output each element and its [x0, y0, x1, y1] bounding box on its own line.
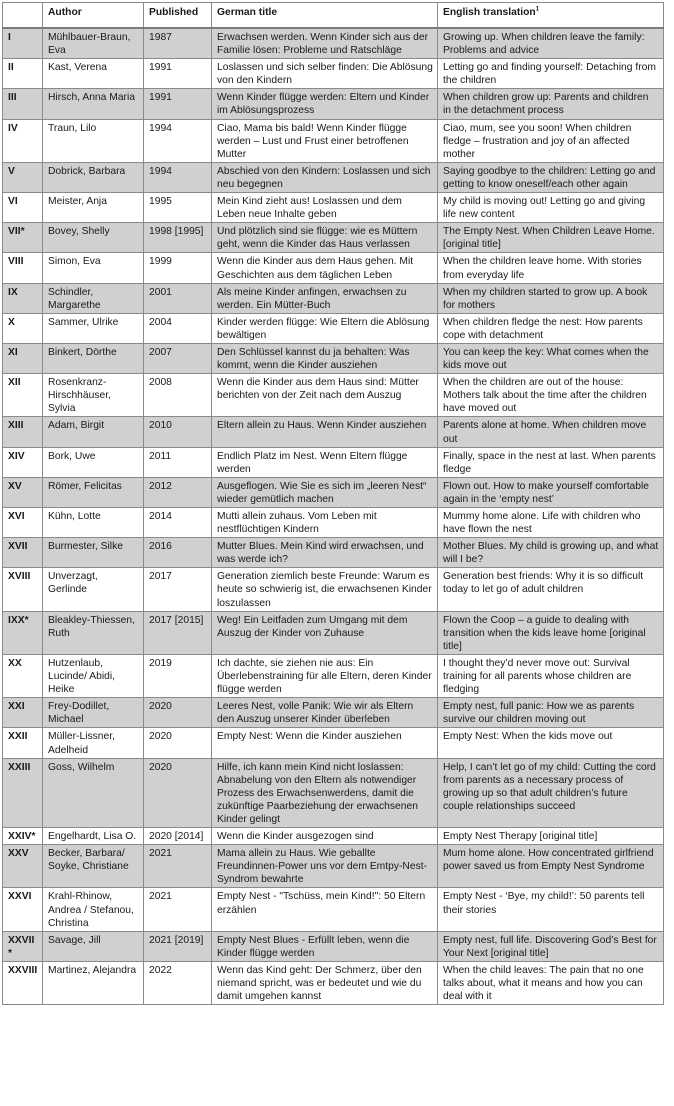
- table-row: [3, 283, 664, 313]
- author-cell: Burmester, Silke: [43, 538, 144, 568]
- book-number: XVI: [3, 508, 43, 538]
- author-cell: Unverzagt, Gerlinde: [43, 568, 144, 611]
- table-header-row: [3, 3, 664, 29]
- published-cell: 1999: [144, 253, 212, 283]
- english-translation-cell: Mummy home alone. Life with children who have flown the nest: [438, 508, 664, 538]
- english-translation-cell: I thought they’d never move out: Survival training for all parents whose children are fledging: [438, 654, 664, 697]
- published-cell: 2022: [144, 961, 212, 1004]
- header-english-label: English translation: [443, 7, 536, 18]
- author-cell: Binkert, Dörthe: [43, 343, 144, 373]
- book-number: XII: [3, 374, 43, 417]
- book-number: XIII: [3, 417, 43, 447]
- english-translation-cell: When my children started to grow up. A book for mothers: [438, 283, 664, 313]
- author-cell: Becker, Barbara/ Soyke, Christiane: [43, 845, 144, 888]
- header-published: Published: [144, 3, 212, 29]
- book-number: XXVI: [3, 888, 43, 931]
- header-author: Author: [43, 3, 144, 29]
- german-title-cell: Wenn die Kinder ausgezogen sind: [212, 828, 438, 845]
- author-cell: Müller-Lissner, Adelheid: [43, 728, 144, 758]
- german-title-cell: Kinder werden flügge: Wie Eltern die Ablösung bewältigen: [212, 313, 438, 343]
- author-cell: Hirsch, Anna Maria: [43, 89, 144, 119]
- published-cell: 2020 [2014]: [144, 828, 212, 845]
- book-number: XIV: [3, 447, 43, 477]
- table-row: [3, 477, 664, 507]
- published-cell: 2017: [144, 568, 212, 611]
- english-translation-cell: Flown the Coop – a guide to dealing with transition when the kids leave home [original title]: [438, 611, 664, 654]
- author-cell: Kühn, Lotte: [43, 508, 144, 538]
- english-translation-cell: You can keep the key: What comes when the kids move out: [438, 343, 664, 373]
- book-number: XXVIII: [3, 961, 43, 1004]
- books-table: [2, 2, 664, 1005]
- book-number: XXV: [3, 845, 43, 888]
- english-translation-cell: Finally, space in the nest at last. When parents fledge: [438, 447, 664, 477]
- published-cell: 2004: [144, 313, 212, 343]
- book-number: V: [3, 162, 43, 192]
- german-title-cell: Leeres Nest, volle Panik: Wie wir als Eltern den Auszug unserer Kinder überleben: [212, 698, 438, 728]
- published-cell: 2019: [144, 654, 212, 697]
- german-title-cell: Als meine Kinder anfingen, erwachsen zu werden. Ein Mütter-Buch: [212, 283, 438, 313]
- book-number: IV: [3, 119, 43, 162]
- table-row: [3, 508, 664, 538]
- english-translation-cell: My child is moving out! Letting go and giving life new content: [438, 193, 664, 223]
- table-row: [3, 343, 664, 373]
- german-title-cell: Den Schlüssel kannst du ja behalten: Was kommt, wenn die Kinder ausziehen: [212, 343, 438, 373]
- author-cell: Rosenkranz-Hirschhäuser, Sylvia: [43, 374, 144, 417]
- german-title-cell: Abschied von den Kindern: Loslassen und sich neu begegnen: [212, 162, 438, 192]
- table-row: [3, 162, 664, 192]
- published-cell: 1987: [144, 28, 212, 59]
- english-translation-cell: Empty nest, full panic: How we as parents survive our children moving out: [438, 698, 664, 728]
- book-number: XX: [3, 654, 43, 697]
- german-title-cell: Endlich Platz im Nest. Wenn Eltern flügge werden: [212, 447, 438, 477]
- german-title-cell: Ciao, Mama bis bald! Wenn Kinder flügge werden – Lust und Frust einer betroffenen Mutter: [212, 119, 438, 162]
- table-row: [3, 698, 664, 728]
- published-cell: 2008: [144, 374, 212, 417]
- author-cell: Adam, Birgit: [43, 417, 144, 447]
- header-german-title: German title: [212, 3, 438, 29]
- table-row: [3, 611, 664, 654]
- book-number: XVII: [3, 538, 43, 568]
- author-cell: Kast, Verena: [43, 59, 144, 89]
- german-title-cell: Wenn die Kinder aus dem Haus sind: Mütter berichten von der Zeit nach dem Auszug: [212, 374, 438, 417]
- english-translation-cell: When the child leaves: The pain that no one talks about, what it means and how you can deal with it: [438, 961, 664, 1004]
- table-row: [3, 59, 664, 89]
- author-cell: Bleakley-Thiessen, Ruth: [43, 611, 144, 654]
- german-title-cell: Ich dachte, sie ziehen nie aus: Ein Überlebenstraining für alle Eltern, deren Kinder flügge werden: [212, 654, 438, 697]
- german-title-cell: Erwachsen werden. Wenn Kinder sich aus der Familie lösen: Probleme und Ratschläge: [212, 28, 438, 59]
- german-title-cell: Weg! Ein Leitfaden zum Umgang mit dem Auszug der Kinder von Zuhause: [212, 611, 438, 654]
- english-translation-cell: Flown out. How to make yourself comfortable again in the ‘empty nest’: [438, 477, 664, 507]
- book-number: XXII: [3, 728, 43, 758]
- table-row: [3, 223, 664, 253]
- german-title-cell: Mama allein zu Haus. Wie geballte Freundinnen-Power uns vor dem Emtpy-Nest-Syndrom bewahrte: [212, 845, 438, 888]
- author-cell: Meister, Anja: [43, 193, 144, 223]
- german-title-cell: Empty Nest: Wenn die Kinder ausziehen: [212, 728, 438, 758]
- published-cell: 2020: [144, 758, 212, 827]
- author-cell: Dobrick, Barbara: [43, 162, 144, 192]
- author-cell: Goss, Wilhelm: [43, 758, 144, 827]
- author-cell: Römer, Felicitas: [43, 477, 144, 507]
- book-number: IXX*: [3, 611, 43, 654]
- german-title-cell: Mutti allein zuhaus. Vom Leben mit nestflüchtigen Kindern: [212, 508, 438, 538]
- english-translation-cell: Ciao, mum, see you soon! When children fledge – frustration and joy of an affected mother: [438, 119, 664, 162]
- author-cell: Traun, Lilo: [43, 119, 144, 162]
- book-number: XXI: [3, 698, 43, 728]
- table-row: [3, 374, 664, 417]
- english-translation-cell: Empty nest, full life. Discovering God’s Best for Your Next [original title]: [438, 931, 664, 961]
- book-number: XXIV*: [3, 828, 43, 845]
- english-translation-cell: When the children are out of the house: Mothers talk about the time after the children have moved out: [438, 374, 664, 417]
- table-row: [3, 313, 664, 343]
- published-cell: 2020: [144, 728, 212, 758]
- table-row: [3, 654, 664, 697]
- german-title-cell: Wenn die Kinder aus dem Haus gehen. Mit Geschichten aus dem täglichen Leben: [212, 253, 438, 283]
- english-translation-cell: When the children leave home. With stories from everyday life: [438, 253, 664, 283]
- header-number: [3, 3, 43, 29]
- published-cell: 1991: [144, 59, 212, 89]
- table-body: [3, 28, 664, 1005]
- german-title-cell: Loslassen und sich selber finden: Die Ablösung von den Kindern: [212, 59, 438, 89]
- table-row: [3, 119, 664, 162]
- published-cell: 2020: [144, 698, 212, 728]
- german-title-cell: Und plötzlich sind sie flügge: wie es Müttern geht, wenn die Kinder das Haus verlassen: [212, 223, 438, 253]
- published-cell: 2017 [2015]: [144, 611, 212, 654]
- table-row: [3, 845, 664, 888]
- english-translation-cell: Empty Nest: When the kids move out: [438, 728, 664, 758]
- table-row: [3, 28, 664, 59]
- book-number: XV: [3, 477, 43, 507]
- book-number: IX: [3, 283, 43, 313]
- book-number: XI: [3, 343, 43, 373]
- english-translation-cell: When children fledge the nest: How parents cope with detachment: [438, 313, 664, 343]
- table-row: [3, 417, 664, 447]
- author-cell: Frey-Dodillet, Michael: [43, 698, 144, 728]
- book-number: III: [3, 89, 43, 119]
- author-cell: Sammer, Ulrike: [43, 313, 144, 343]
- published-cell: 2021 [2019]: [144, 931, 212, 961]
- english-translation-cell: When children grow up: Parents and children in the detachment process: [438, 89, 664, 119]
- author-cell: Simon, Eva: [43, 253, 144, 283]
- header-english-translation: [438, 3, 664, 29]
- table-row: [3, 961, 664, 1004]
- english-translation-cell: Mother Blues. My child is growing up, and what will I be?: [438, 538, 664, 568]
- table-row: [3, 447, 664, 477]
- english-translation-cell: Saying goodbye to the children: Letting go and getting to know oneself/each other again: [438, 162, 664, 192]
- published-cell: 2021: [144, 888, 212, 931]
- table-row: [3, 568, 664, 611]
- english-translation-cell: Mum home alone. How concentrated girlfriend power saved us from Empty Nest Syndrome: [438, 845, 664, 888]
- published-cell: 1998 [1995]: [144, 223, 212, 253]
- author-cell: Schindler, Margarethe: [43, 283, 144, 313]
- english-translation-cell: Letting go and finding yourself: Detaching from the children: [438, 59, 664, 89]
- german-title-cell: Ausgeflogen. Wie Sie es sich im „leeren Nest“ wieder gemütlich machen: [212, 477, 438, 507]
- table-row: [3, 758, 664, 827]
- book-number: X: [3, 313, 43, 343]
- english-translation-cell: Help, I can’t let go of my child: Cutting the cord from parents as a necessary process of growing up so that adult children’s future couple relationships succeed: [438, 758, 664, 827]
- author-cell: Engelhardt, Lisa O.: [43, 828, 144, 845]
- english-translation-cell: Empty Nest Therapy [original title]: [438, 828, 664, 845]
- published-cell: 2021: [144, 845, 212, 888]
- german-title-cell: Mutter Blues. Mein Kind wird erwachsen, und was werde ich?: [212, 538, 438, 568]
- book-number: VIII: [3, 253, 43, 283]
- english-translation-cell: Growing up. When children leave the family: Problems and advice: [438, 28, 664, 59]
- author-cell: Mühlbauer-Braun, Eva: [43, 28, 144, 59]
- book-number: I: [3, 28, 43, 59]
- published-cell: 1994: [144, 119, 212, 162]
- german-title-cell: Wenn das Kind geht: Der Schmerz, über den niemand spricht, was er bedeutet und wie du damit umgehen kannst: [212, 961, 438, 1004]
- german-title-cell: Empty Nest Blues - Erfüllt leben, wenn die Kinder flügge werden: [212, 931, 438, 961]
- published-cell: 2014: [144, 508, 212, 538]
- table-row: [3, 931, 664, 961]
- published-cell: 2001: [144, 283, 212, 313]
- table-row: [3, 828, 664, 845]
- author-cell: Bovey, Shelly: [43, 223, 144, 253]
- german-title-cell: Hilfe, ich kann mein Kind nicht loslassen: Abnabelung von den Eltern als notwendiger Prozess des Erwachsenwerdens, damit die zukünftige Paarbeziehung der erwachsenen Kinder gelingt: [212, 758, 438, 827]
- published-cell: 2011: [144, 447, 212, 477]
- table-row: [3, 538, 664, 568]
- german-title-cell: Empty Nest - "Tschüss, mein Kind!": 50 Eltern erzählen: [212, 888, 438, 931]
- table-row: [3, 888, 664, 931]
- german-title-cell: Wenn Kinder flügge werden: Eltern und Kinder im Ablösungsprozess: [212, 89, 438, 119]
- table-row: [3, 728, 664, 758]
- author-cell: Hutzenlaub, Lucinde/ Abidi, Heike: [43, 654, 144, 697]
- published-cell: 2016: [144, 538, 212, 568]
- published-cell: 1994: [144, 162, 212, 192]
- book-table-container: [2, 2, 663, 1005]
- published-cell: 2012: [144, 477, 212, 507]
- german-title-cell: Eltern allein zu Haus. Wenn Kinder ausziehen: [212, 417, 438, 447]
- published-cell: 2010: [144, 417, 212, 447]
- table-row: [3, 193, 664, 223]
- table-row: [3, 89, 664, 119]
- author-cell: Martinez, Alejandra: [43, 961, 144, 1004]
- footnote-marker: 1: [535, 6, 540, 13]
- book-number: XXVII*: [3, 931, 43, 961]
- author-cell: Bork, Uwe: [43, 447, 144, 477]
- book-number: VII*: [3, 223, 43, 253]
- book-number: II: [3, 59, 43, 89]
- published-cell: 2007: [144, 343, 212, 373]
- author-cell: Krahl-Rhinow, Andrea / Stefanou, Christina: [43, 888, 144, 931]
- german-title-cell: Generation ziemlich beste Freunde: Warum es heute so schwierig ist, die erwachsenen Kinder loszulassen: [212, 568, 438, 611]
- published-cell: 1995: [144, 193, 212, 223]
- english-translation-cell: The Empty Nest. When Children Leave Home. [original title]: [438, 223, 664, 253]
- author-cell: Savage, Jill: [43, 931, 144, 961]
- book-number: XVIII: [3, 568, 43, 611]
- book-number: VI: [3, 193, 43, 223]
- book-number: XXIII: [3, 758, 43, 827]
- english-translation-cell: Empty Nest - ‘Bye, my child!’: 50 parents tell their stories: [438, 888, 664, 931]
- table-row: [3, 253, 664, 283]
- published-cell: 1991: [144, 89, 212, 119]
- english-translation-cell: Generation best friends: Why it is so difficult today to let go of adult children: [438, 568, 664, 611]
- german-title-cell: Mein Kind zieht aus! Loslassen und dem Leben neue Inhalte geben: [212, 193, 438, 223]
- english-translation-cell: Parents alone at home. When children move out: [438, 417, 664, 447]
